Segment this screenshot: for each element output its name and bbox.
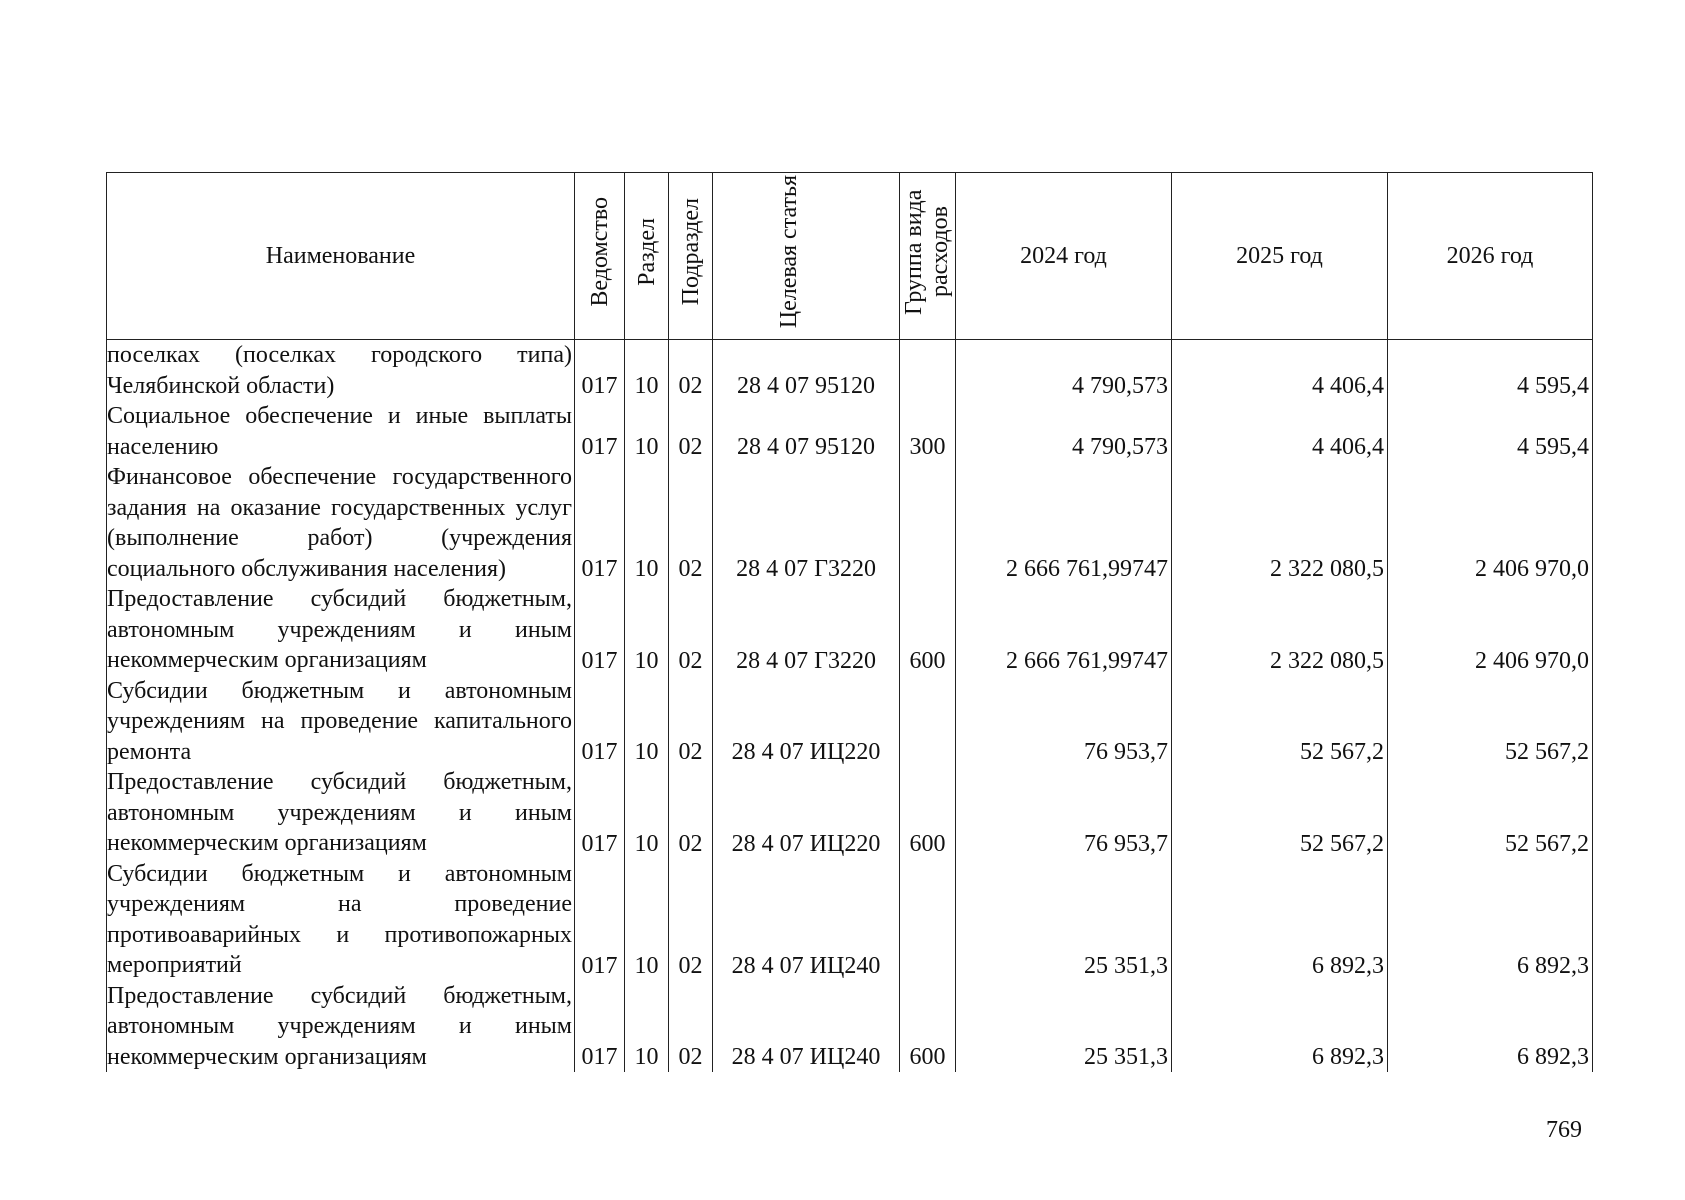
cell-section: 10 — [625, 676, 669, 768]
cell-name: Предоставление субсидий бюджетным, автономным учреждениям и иным некоммерческим организациям — [107, 981, 575, 1073]
cell-2026: 52 567,2 — [1388, 767, 1593, 859]
table-row — [107, 584, 1593, 676]
cell-target: 28 4 07 ИЦ240 — [713, 981, 900, 1073]
cell-name: поселках (поселках городского типа) Челябинской области) — [107, 340, 575, 402]
cell-group — [900, 462, 956, 584]
header-dept: Ведомство — [575, 173, 625, 340]
cell-dept: 017 — [575, 981, 625, 1073]
cell-2026: 52 567,2 — [1388, 676, 1593, 768]
cell-subsection: 02 — [669, 401, 713, 462]
cell-section: 10 — [625, 981, 669, 1073]
page-number: 769 — [1546, 1117, 1582, 1143]
cell-2025: 2 322 080,5 — [1172, 584, 1388, 676]
header-2024: 2024 год — [956, 173, 1172, 340]
cell-dept: 017 — [575, 676, 625, 768]
cell-group: 300 — [900, 401, 956, 462]
table-row — [107, 859, 1593, 981]
cell-2024: 76 953,7 — [956, 767, 1172, 859]
header-target: Целевая статья — [713, 173, 900, 340]
cell-subsection: 02 — [669, 584, 713, 676]
cell-section: 10 — [625, 767, 669, 859]
cell-dept: 017 — [575, 401, 625, 462]
cell-subsection: 02 — [669, 767, 713, 859]
header-section: Раздел — [625, 173, 669, 340]
cell-subsection: 02 — [669, 859, 713, 981]
table-header — [107, 173, 1593, 340]
cell-2025: 6 892,3 — [1172, 859, 1388, 981]
cell-subsection: 02 — [669, 340, 713, 402]
cell-section: 10 — [625, 401, 669, 462]
cell-2025: 52 567,2 — [1172, 676, 1388, 768]
cell-name: Финансовое обеспечение государственного задания на оказание государственных услуг (выполнение работ) (учреждения социального обслуживания населения) — [107, 462, 575, 584]
table-row — [107, 767, 1593, 859]
table-body — [107, 340, 1593, 1073]
cell-2026: 2 406 970,0 — [1388, 584, 1593, 676]
table-row — [107, 462, 1593, 584]
cell-name: Предоставление субсидий бюджетным, автономным учреждениям и иным некоммерческим организациям — [107, 767, 575, 859]
cell-2026: 2 406 970,0 — [1388, 462, 1593, 584]
cell-section: 10 — [625, 859, 669, 981]
cell-dept: 017 — [575, 340, 625, 402]
cell-2026: 6 892,3 — [1388, 859, 1593, 981]
cell-dept: 017 — [575, 859, 625, 981]
cell-subsection: 02 — [669, 676, 713, 768]
cell-2025: 6 892,3 — [1172, 981, 1388, 1073]
cell-subsection: 02 — [669, 981, 713, 1073]
header-2026: 2026 год — [1388, 173, 1593, 340]
cell-2025: 2 322 080,5 — [1172, 462, 1388, 584]
header-group: Группа вида расходов — [900, 173, 956, 340]
cell-target: 28 4 07 Г3220 — [713, 584, 900, 676]
budget-table — [106, 172, 1593, 1072]
cell-2024: 2 666 761,99747 — [956, 584, 1172, 676]
cell-target: 28 4 07 ИЦ220 — [713, 676, 900, 768]
cell-group — [900, 340, 956, 402]
cell-dept: 017 — [575, 462, 625, 584]
cell-target: 28 4 07 ИЦ240 — [713, 859, 900, 981]
cell-2025: 4 406,4 — [1172, 340, 1388, 402]
cell-2026: 4 595,4 — [1388, 401, 1593, 462]
table-row — [107, 340, 1593, 402]
header-name: Наименование — [107, 173, 575, 340]
cell-target: 28 4 07 ИЦ220 — [713, 767, 900, 859]
table-row — [107, 981, 1593, 1073]
cell-2026: 4 595,4 — [1388, 340, 1593, 402]
cell-section: 10 — [625, 340, 669, 402]
cell-group — [900, 859, 956, 981]
header-subsection: Подраздел — [669, 173, 713, 340]
cell-group — [900, 676, 956, 768]
cell-name: Субсидии бюджетным и автономным учреждениям на проведение противоаварийных и противопожарных мероприятий — [107, 859, 575, 981]
cell-section: 10 — [625, 584, 669, 676]
cell-name: Предоставление субсидий бюджетным, автономным учреждениям и иным некоммерческим организациям — [107, 584, 575, 676]
cell-2024: 2 666 761,99747 — [956, 462, 1172, 584]
cell-dept: 017 — [575, 767, 625, 859]
cell-2024: 76 953,7 — [956, 676, 1172, 768]
cell-2025: 4 406,4 — [1172, 401, 1388, 462]
cell-2024: 4 790,573 — [956, 340, 1172, 402]
table-row — [107, 401, 1593, 462]
cell-target: 28 4 07 95120 — [713, 340, 900, 402]
cell-group: 600 — [900, 981, 956, 1073]
cell-section: 10 — [625, 462, 669, 584]
cell-subsection: 02 — [669, 462, 713, 584]
header-2025: 2025 год — [1172, 173, 1388, 340]
cell-target: 28 4 07 95120 — [713, 401, 900, 462]
cell-2026: 6 892,3 — [1388, 981, 1593, 1073]
cell-2024: 25 351,3 — [956, 981, 1172, 1073]
cell-group: 600 — [900, 584, 956, 676]
cell-2024: 25 351,3 — [956, 859, 1172, 981]
cell-2024: 4 790,573 — [956, 401, 1172, 462]
cell-group: 600 — [900, 767, 956, 859]
cell-name: Социальное обеспечение и иные выплаты населению — [107, 401, 575, 462]
cell-name: Субсидии бюджетным и автономным учреждениям на проведение капитального ремонта — [107, 676, 575, 768]
cell-2025: 52 567,2 — [1172, 767, 1388, 859]
cell-dept: 017 — [575, 584, 625, 676]
cell-target: 28 4 07 Г3220 — [713, 462, 900, 584]
table-row — [107, 676, 1593, 768]
